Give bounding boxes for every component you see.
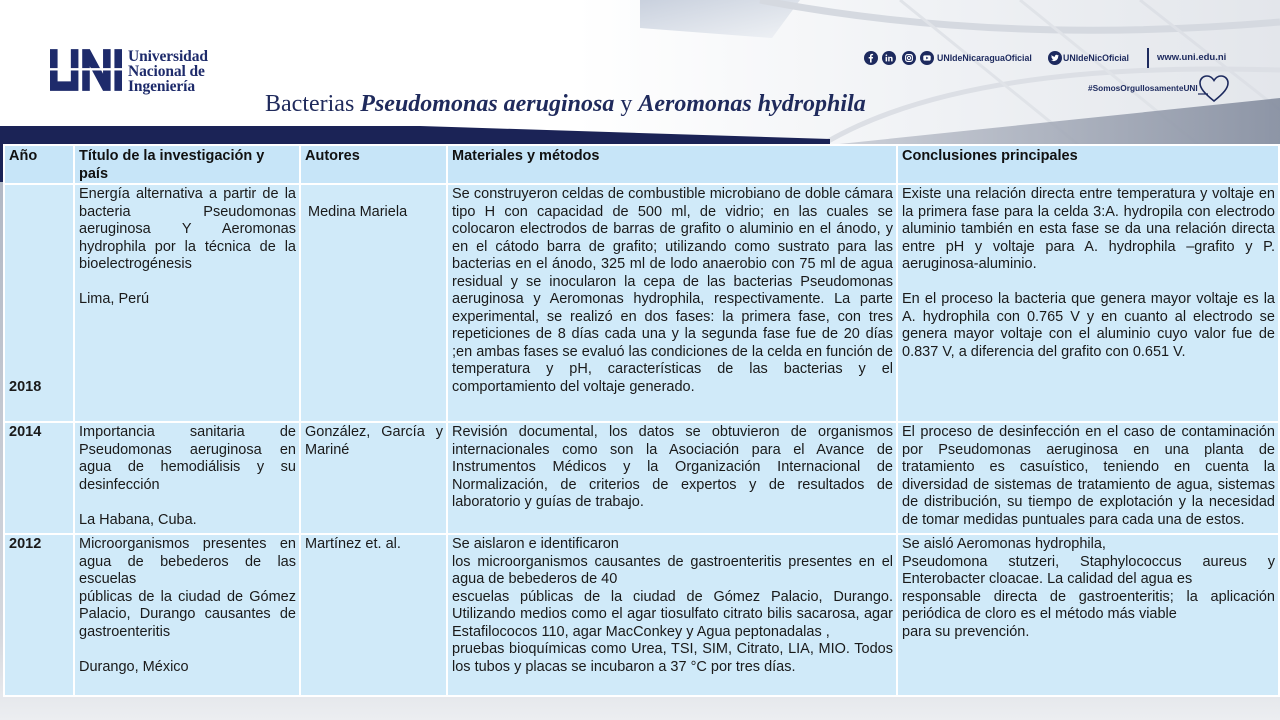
year-value: 2014 (9, 424, 42, 440)
cell-methods (447, 534, 897, 696)
cell-authors (300, 184, 447, 422)
title-organism-2: Aeromonas hydrophila (638, 91, 866, 117)
methods-paragraph: pruebas bioquímicas como Urea, TSI, SIM, Citrato, LIA, MIO. Todos los tubos y placas se incubaron a 37 °C por tres días. (452, 641, 893, 675)
logo-line: Universidad (128, 48, 208, 65)
social-separator (1147, 48, 1149, 68)
title-prefix: Bacterias (265, 91, 355, 117)
cell-authors (300, 422, 447, 534)
conclusions-paragraph: responsable directa de gastroenteritis; la aplicación periódica de cloro es el método más viable (902, 588, 1275, 622)
column-header-authors: Autores (300, 145, 447, 184)
authors-value: Medina Mariela (308, 203, 408, 220)
facebook-icon[interactable] (864, 51, 878, 65)
cell-year (4, 184, 74, 422)
logo-line: Ingeniería (128, 78, 196, 95)
blank-line (902, 274, 1275, 292)
logo-line: Nacional de (128, 63, 205, 80)
youtube-icon[interactable] (920, 51, 934, 65)
column-header-methods: Materiales y métodos (447, 145, 897, 184)
research-title: Microorganismos presentes en agua de bebederos de las escuelas (79, 536, 296, 587)
blank-line (79, 274, 296, 292)
table-header-row (4, 145, 1279, 184)
conclusions-paragraph: En el proceso la bacteria que genera mayor voltaje es la A. hydrophila con 0.765 V y en cuanto al electrodo se genera mayor voltaje con el aluminio cuyo valor fue de 0.837 V, a diferencia del grafito con 0.651 V. (902, 291, 1275, 360)
research-table (3, 144, 1280, 697)
cell-methods (447, 184, 897, 422)
blank-line (305, 186, 443, 204)
cell-conclusions (897, 422, 1279, 534)
conclusions-paragraph: Existe una relación directa entre temperatura y voltaje en la primera fase para la celda 3:A. hydropila con electrodo aluminio también en esta fase se da una relación directa entre pH y voltaje para A. hydrophila –grafito y P. aeruginosa-aluminio. (902, 186, 1275, 272)
research-title: públicas de la ciudad de Gómez Palacio, Durango causantes de gastroenteritis (79, 588, 296, 640)
methods-paragraph: escuelas públicas de la ciudad de Gómez Palacio, Durango. Utilizando medios como el agar tiosulfato citrato bilis sacarosa, agar Estafilococos 110, agar MacConkey y Agua peptonadalas , (452, 588, 893, 640)
research-country: La Habana, Cuba. (79, 511, 197, 528)
year-value: 2012 (9, 536, 42, 552)
blank-line (79, 494, 296, 512)
methods-paragraph: Se construyeron celdas de combustible microbiano de doble cámara tipo H con capacidad de 500 ml, de vidrio; en las cuales se colocaron electrodos de barras de grafito o aluminio en el ánodo, y en el cátodo barra de grafito; utilizando como sustrato para las bacterias en el ánodo, 325 ml de lodo anaerobio con 75 ml de agua residual y se inocularon la cepa de las bacterias Pseudomonas aeruginosa y Aeromonas hydrophila, respectivamente. La parte experimental, se realizó en dos fases: la primera fase, con tres repeticiones de 8 días cada una y la segunda fase fue de 20 días ;en ambas fases se evaluó las condiciones de la celda en función de temperatura y pH, características de las bacterias y el comportamiento del voltaje generado. (452, 186, 893, 395)
cell-methods (447, 422, 897, 534)
social-handle-main[interactable]: UNIdeNicaraguaOficial (937, 53, 1032, 63)
title-organism-1: Pseudomonas aeruginosa (360, 91, 615, 117)
blank-line (79, 641, 296, 659)
research-country: Durango, México (79, 658, 189, 675)
conclusions-paragraph: para su prevención. (902, 623, 1030, 640)
table-row (4, 184, 1279, 422)
methods-paragraph: Revisión documental, los datos se obtuvieron de organismos internacionales como son la Asociación para el Avance de Instrumentos Médicos y la Organización Internacional de Normalización, de criterios de expertos y de resultados de laboratorio y guías de trabajo. (452, 424, 893, 510)
cell-title (74, 534, 300, 696)
university-logo (50, 48, 208, 94)
instagram-icon[interactable] (902, 51, 916, 65)
conclusions-paragraph: El proceso de desinfección en el caso de contaminación por Pseudomonas aeruginosa en una planta de tratamiento es casuístico, teniendo en cuenta la diversidad de sistemas de tratamiento de agua, sistemas de distribución, su tiempo de explotación y la necesidad de tomar medidas puntuales para cada una de estos. (902, 424, 1275, 528)
heart-icon (1198, 74, 1230, 104)
cell-title (74, 422, 300, 534)
column-header-year: Año (4, 145, 74, 184)
cell-year (4, 534, 74, 696)
cell-authors (300, 534, 447, 696)
table-row (4, 534, 1279, 696)
table-row (4, 422, 1279, 534)
conclusions-paragraph: Se aisló Aeromonas hydrophila, (902, 536, 1106, 552)
cell-conclusions (897, 534, 1279, 696)
slide-title (265, 90, 866, 118)
cell-conclusions (897, 184, 1279, 422)
methods-paragraph: los microorganismos causantes de gastroenteritis presentes en el agua de bebederos de 40 (452, 553, 893, 587)
methods-paragraph: Se aislaron e identificaron (452, 536, 619, 552)
cell-year (4, 422, 74, 534)
year-value: 2018 (9, 378, 42, 395)
research-title: Energía alternativa a partir de la bacteria Pseudomonas aeruginosa Y Aeromonas hydrophila por la técnica de la bioelectrogénesis (79, 186, 296, 272)
column-header-conclusions: Conclusiones principales (897, 145, 1279, 184)
website-link[interactable]: www.uni.edu.ni (1157, 52, 1227, 63)
uni-logo-icon (50, 48, 122, 92)
authors-value: González, García y Mariné (305, 424, 443, 458)
cell-title (74, 184, 300, 422)
title-connector: y (620, 91, 633, 117)
hashtag-text: #SomosOrgullosamenteUNI (1088, 83, 1198, 93)
column-header-title: Título de la investigación y país (74, 145, 300, 184)
research-country: Lima, Perú (79, 291, 150, 307)
authors-value: Martínez et. al. (305, 536, 401, 552)
social-handle-twitter[interactable]: UNIdeNicOficial (1063, 53, 1129, 63)
research-title: Importancia sanitaria de Pseudomonas aeruginosa en agua de hemodiálisis y su desinfección (79, 424, 296, 493)
conclusions-paragraph: Pseudomona stutzeri, Staphylococcus aureus y Enterobacter cloacae. La calidad del agua es (902, 553, 1275, 587)
linkedin-icon[interactable] (882, 51, 896, 65)
logo-wordmark (128, 49, 208, 94)
twitter-icon[interactable] (1048, 51, 1062, 65)
